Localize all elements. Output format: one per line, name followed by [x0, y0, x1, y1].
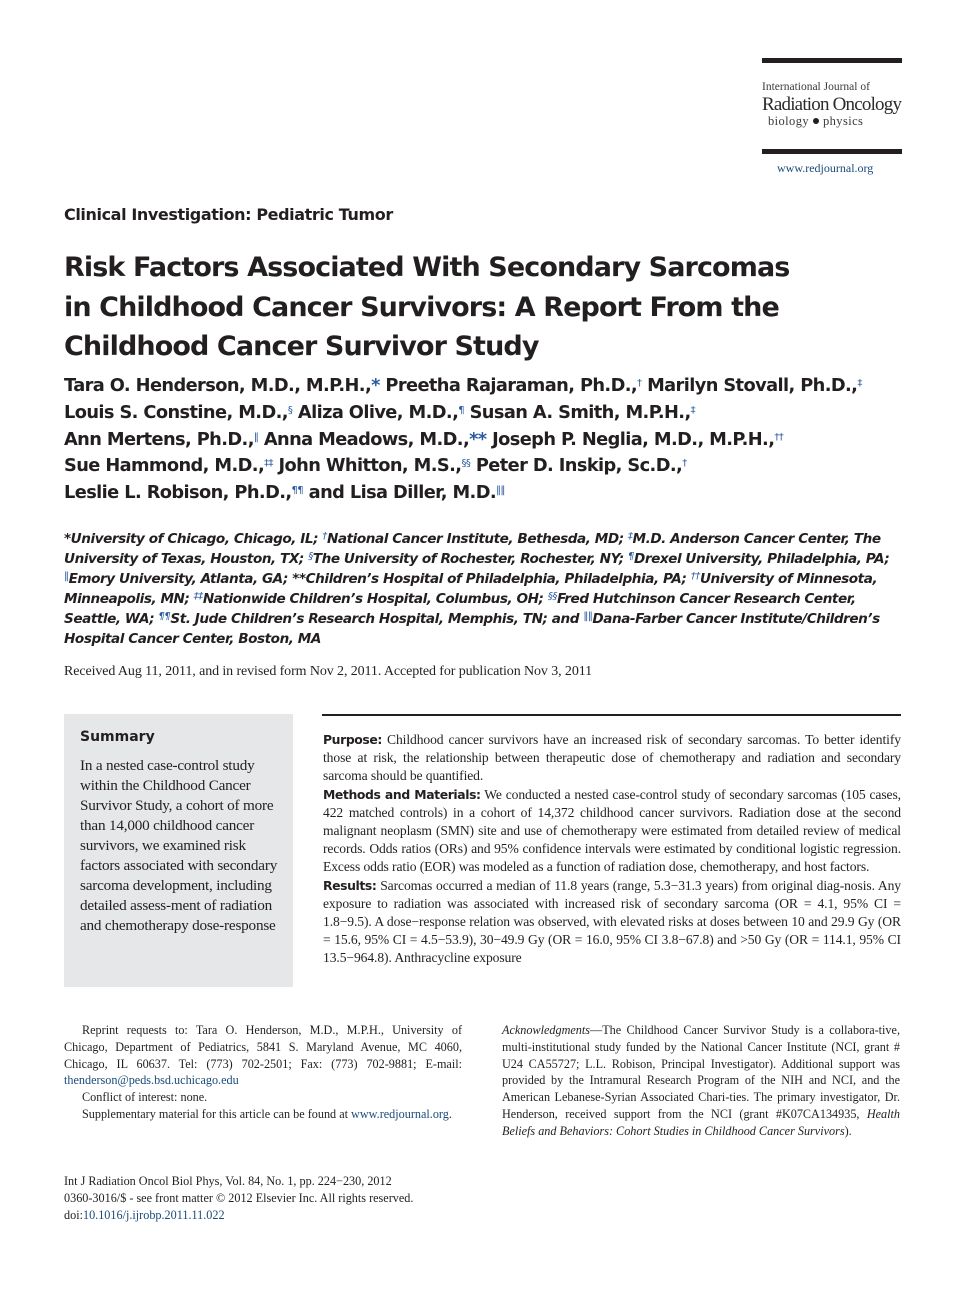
author-name: Anna Meadows, M.D., [263, 428, 470, 450]
acknowledgments-end: ). [844, 1123, 852, 1138]
author-name: Leslie L. Robison, Ph.D., [64, 482, 292, 504]
supplementary-note [64, 1106, 462, 1123]
author-name: Aliza Olive, M.D., [297, 401, 459, 423]
author-mark[interactable]: ¶ [458, 404, 464, 416]
affiliation: Nationwide Children’s Hospital, Columbus, OH; [202, 591, 544, 607]
abstract [323, 731, 901, 968]
purpose-label: Purpose: [323, 732, 382, 747]
acknowledgments-text: —The Childhood Cancer Survivor Study is a collabora-tive, multi-institutional study funded by the National Cancer Institute (NCI, grant # U24 CA55727; L.L. Robison, Principal Investigator). Additional support was provided by the Intramural Research Program of the NIH and NCI, and the American Lebanese-Syrian Associated Chari-ties. The primary investigator, Dr. Henderson, received support from the NCI (grant #K07CA134935, [502, 1023, 900, 1121]
reprint-text: Reprint requests to: Tara O. Henderson, M.D., M.P.H., University of Chicago, Department of Pediatrics, 5841 S. Maryland Avenue, MC 4060, Chicago, IL 60637. Tel: (773) 702-2501; Fax: (773) 702-9881; E-mail: [64, 1023, 462, 1071]
citation: Int J Radiation Oncol Biol Phys, Vol. 84, No. 1, pp. 224−230, 2012 [64, 1174, 392, 1188]
author-name: Preetha Rajaraman, Ph.D., [385, 375, 638, 396]
journal-name-line2: Radiation Oncology [762, 94, 902, 115]
affiliation-mark: §§ [547, 591, 557, 602]
acknowledgments-footnote [502, 1022, 900, 1140]
doi-line [64, 1207, 484, 1224]
logo-rule-top [762, 58, 902, 63]
affiliation-mark: † [322, 531, 327, 542]
abstract-results [323, 877, 901, 968]
affiliation-mark: †† [690, 571, 700, 582]
logo-rule-bottom [762, 149, 902, 154]
journal-name-physics: physics [823, 114, 864, 128]
author-mark[interactable]: § [287, 404, 293, 416]
affiliation: Drexel University, Philadelphia, PA; [634, 551, 890, 567]
author-name: Marilyn Stovall, Ph.D., [647, 375, 858, 396]
affiliation: Children’s Hospital of Philadelphia, Philadelphia, PA; [305, 571, 687, 587]
author-mark[interactable]: † [637, 378, 642, 389]
author-mark[interactable]: ** [469, 428, 487, 450]
affiliation-mark: ** [292, 571, 306, 587]
conflict-of-interest: Conflict of interest: none. [82, 1090, 208, 1105]
affiliation-mark: ¶ [628, 551, 634, 562]
author-name: Louis S. Constine, M.D., [64, 401, 288, 423]
email-link[interactable]: thenderson@peds.bsd.uchicago.edu [64, 1073, 239, 1088]
grant-title: Health Beliefs and Behaviors: Cohort Studies in Childhood Cancer Survivors [502, 1106, 901, 1138]
purpose-text: Childhood cancer survivors have an increased risk of secondary sarcomas. To better identify those at risk, the relationship between therapeutic dose of chemotherapy and radiation and secondary sarcoma should be quantified. [323, 732, 901, 784]
affiliation: The University of Rochester, Rochester, NY; [312, 551, 624, 567]
affiliation-list [64, 529, 906, 649]
affiliation-mark: ‖ [64, 571, 69, 582]
author-name: Joseph P. Neglia, M.D., M.P.H., [492, 428, 775, 450]
supplementary-link[interactable]: www.redjournal.org [351, 1106, 449, 1121]
acknowledgments-label: Acknowledgments [502, 1023, 590, 1037]
summary-heading: Summary [80, 729, 155, 745]
author-mark[interactable]: ¶¶ [291, 485, 304, 497]
author-mark[interactable]: ‡ [690, 404, 696, 416]
journal-url-link[interactable]: www.redjournal.org [777, 161, 874, 175]
supplementary-text: Supplementary material for this article can be found at [82, 1106, 348, 1121]
affiliation: University of Chicago, Chicago, IL; [70, 531, 319, 547]
author-mark[interactable]: ‡‡ [264, 458, 273, 470]
correspondence-footnote [64, 1022, 462, 1123]
author-name: Peter D. Inskip, Sc.D., [475, 455, 683, 477]
affiliation: Fred Hutchinson Cancer Research Center, Seattle, WA; [64, 591, 856, 627]
author-list [64, 373, 924, 507]
affiliation-mark: ¶¶ [158, 611, 171, 622]
author-name: John Whitton, M.S., [278, 455, 462, 477]
author-name: Ann Mertens, Ph.D., [64, 428, 254, 450]
abstract-purpose [323, 731, 901, 786]
author-mark[interactable]: † [682, 458, 687, 470]
affiliation-mark: * [64, 531, 71, 547]
acknowledgments [502, 1022, 900, 1140]
author-name: Susan A. Smith, M.P.H., [469, 401, 691, 423]
author-mark[interactable]: * [371, 375, 380, 396]
supplementary-end: . [448, 1106, 452, 1121]
methods-label: Methods and Materials: [323, 786, 481, 802]
author-name: and Lisa Diller, M.D. [308, 482, 497, 504]
author-name: Sue Hammond, M.D., [64, 455, 265, 477]
abstract-methods [323, 786, 901, 877]
author-mark[interactable]: ‖ [253, 431, 259, 443]
citation-footer [64, 1173, 484, 1224]
affiliation-mark: ‡‡ [193, 591, 203, 602]
doi-prefix: doi: [64, 1208, 83, 1222]
doi-link[interactable]: 10.1016/j.ijrobp.2011.11.022 [82, 1208, 225, 1222]
affiliation-mark: § [308, 551, 313, 562]
results-label: Results: [323, 877, 377, 893]
results-text: Sarcomas occurred a median of 11.8 years (range, 5.3−31.3 years) from original diag-nosis. Any exposure to radiation was associated with increased risk of secondary sarcoma (OR = 4.1, 95% CI = 1.8−9.5). A dose−response relation was observed, with elevated risks at doses between 10 and 29.9 Gy (OR = 15.6, 95% CI = 4.5−53.9), 30−49.9 Gy (OR = 16.0, 95% CI 3.8−67.8) and >50 Gy (OR = 114.1, 95% CI 13.5−964.8). Anthracycline exposure [323, 877, 901, 966]
abstract-rule [322, 714, 901, 716]
article-title: Risk Factors Associated With Secondary Sarcomas in Childhood Cancer Survivors: A Report From the Childhood Cancer Survivor Study [64, 252, 790, 362]
author-mark[interactable]: ‡ [857, 378, 862, 389]
section-heading: Clinical Investigation: Pediatric Tumor [64, 205, 393, 224]
summary-text: In a nested case-control study within the Childhood Cancer Survivor Study, a cohort of more than 14,000 childhood cancer survivors, we examined risk factors associated with secondary sarcoma development, including detailed assess-ment of radiation and chemotherapy dose-response [80, 757, 278, 934]
affiliation: St. Jude Children’s Research Hospital, Memphis, TN; and [170, 611, 580, 627]
issn-copyright: 0360-3016/$ - see front matter © 2012 Elsevier Inc. All rights reserved. [64, 1191, 414, 1205]
author-mark[interactable]: §§ [461, 458, 471, 470]
bullet-dot-icon [813, 118, 819, 124]
author-mark[interactable]: †† [774, 431, 784, 443]
affiliation: National Cancer Institute, Bethesda, MD; [326, 531, 624, 547]
affiliation: University of Minnesota, Minneapolis, MN; [64, 571, 878, 607]
reprint-requests [64, 1022, 462, 1089]
received-dates: Received Aug 11, 2011, and in revised form Nov 2, 2011. Accepted for publication Nov 3, 2011 [64, 664, 593, 679]
affiliation-mark: ‡ [627, 531, 633, 542]
journal-name-line3 [768, 114, 863, 128]
affiliation: Dana-Farber Cancer Institute/Children’s Hospital Cancer Center, Boston, MA [64, 611, 880, 647]
author-name: Tara O. Henderson, M.D., M.P.H., [64, 375, 372, 396]
affiliation: Emory University, Atlanta, GA; [68, 571, 288, 587]
journal-name-line1: International Journal of [762, 81, 870, 93]
methods-text: We conducted a nested case-control study of secondary sarcomas (105 cases, 422 matched controls) in a cohort of 14,372 childhood cancer survivors. Radiation dose at the second malignant neoplasm (SMN) site and use of chemotherapy were estimated from detailed review of medical records. Odds ratios (ORs) and 95% confidence intervals were estimated by conditional logistic regression. Excess odds ratio (EOR) was modeled as a function of radiation dose, chemotherapy, and host factors. [323, 786, 901, 875]
affiliation: M.D. Anderson Cancer Center, The University of Texas, Houston, TX; [64, 531, 881, 567]
author-mark[interactable]: ‖‖ [496, 485, 505, 497]
affiliation-mark: ‖‖ [583, 611, 593, 622]
journal-name-biology: biology [768, 114, 809, 128]
